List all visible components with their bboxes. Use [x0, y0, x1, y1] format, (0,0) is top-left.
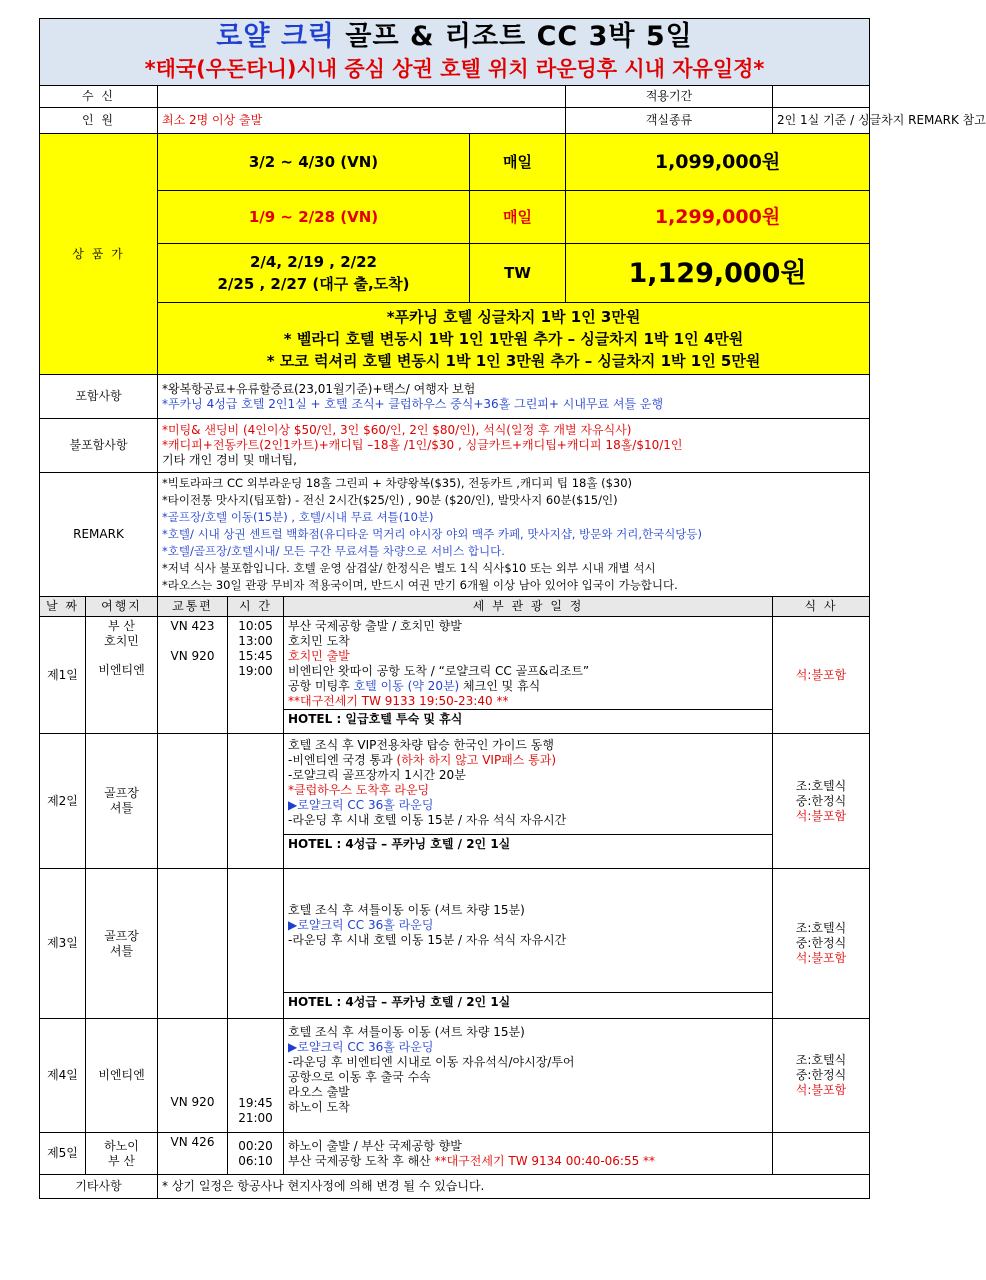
day-4-line-1: 호텔 조식 후 셔틀이동 이동 (셔트 차량 15분) [288, 1025, 525, 1039]
schedule-header [40, 597, 870, 617]
day-4-row [40, 1019, 870, 1133]
day-2-line-4: *클럽하우스 도착후 라운딩 [288, 783, 430, 797]
excluded-label: 불포함사항 [40, 419, 158, 473]
day-4-time-1: 19:45 [238, 1096, 273, 1110]
day-4-line-5: 라오스 출발 [288, 1085, 350, 1099]
remark-line-7: *라오스는 30일 관광 무비자 적용국이며, 반드시 여권 만기 6개월 이상 남아 있어야 입국이 가능합니다. [162, 578, 678, 592]
day-1-line-5a: 공항 미팅후 [288, 679, 354, 693]
day-4-meal-2: 중:한정식 [795, 1068, 847, 1082]
day-1-time-4: 19:00 [238, 664, 273, 678]
recipient-value [158, 86, 566, 108]
room-label: 객실종류 [566, 108, 773, 134]
day-2-place-2: 셔틀 [109, 801, 134, 815]
day-5-line-2a: 부산 국제공항 도착 후 해산 [288, 1153, 435, 1168]
day-4-line-3: -라운딩 후 비엔티엔 시내로 이동 자유석식/야시장/투어 [288, 1055, 575, 1069]
day-3-line-1: 호텔 조식 후 셔틀이동 이동 (셔트 차량 15분) [288, 903, 525, 917]
price-amount-2: 1,299,000원 [566, 191, 870, 244]
day-2-meal-2: 중:한정식 [795, 793, 847, 808]
room-value: 2인 1실 기준 / 싱글차지 REMARK 참고 [773, 108, 870, 134]
price-amount-1: 1,099,000원 [566, 134, 870, 191]
day-5-place-1: 하노이 [104, 1138, 139, 1153]
day-3-label: 제3일 [40, 869, 86, 1019]
day-5-row [40, 1133, 870, 1175]
price-days-2: 매일 [470, 191, 566, 244]
day-4-time-2: 21:00 [238, 1111, 273, 1125]
day-4-meal-1: 조:호텔식 [795, 1053, 847, 1067]
period-value [773, 86, 870, 108]
day-1-time-1: 10:05 [238, 619, 273, 633]
other-text: * 상기 일정은 항공사나 현지사정에 의해 변경 될 수 있습니다. [158, 1175, 870, 1199]
day-3-line-2: ▶로얄크릭 CC 36홀 라운딩 [288, 918, 434, 932]
included-label: 포함사항 [40, 375, 158, 419]
col-date: 날 짜 [40, 597, 86, 617]
day-5-line-1: 하노이 출발 / 부산 국제공항 향발 [288, 1138, 462, 1153]
col-meal: 식 사 [773, 597, 870, 617]
day-3-meal-3: 석:불포함 [795, 951, 847, 965]
other-label: 기타사항 [40, 1175, 158, 1199]
itinerary-sheet [39, 18, 986, 1199]
page-title [40, 20, 869, 54]
page-subtitle: *태국(우돈타니)시내 중심 상권 호텔 위치 라운딩후 시내 자유일정* [144, 57, 765, 81]
title-row [40, 19, 870, 86]
remark-line-2: *타이전통 맛사지(팁포함) - 전신 2시간($25/인) , 90분 ($20/인), 발맛사지 60분($15/인) [162, 493, 618, 507]
day-3-meal-2: 중:한정식 [795, 936, 847, 950]
day-2-hotel: HOTEL : 4성급 – 푸카닝 호텔 / 2인 1실 [284, 834, 772, 852]
excluded-line-3: 기타 개인 경비 및 매너팁, [162, 453, 297, 467]
remark-line-6: *저녁 식사 불포함입니다. 호텔 운영 삼겹살/ 한정식은 별도 1식 식사$10 또는 외부 시내 개별 석시 [162, 561, 656, 575]
day-1-meal: 석:불포함 [773, 617, 870, 734]
day-1-time-2: 13:00 [238, 634, 273, 648]
day-1-line-3: 호치민 출발 [288, 649, 350, 663]
day-1-line-4: 비엔티안 왓따이 공항 도착 / “로얄크릭 CC 골프&리조트” [288, 664, 590, 678]
day-5-time-1: 00:20 [238, 1138, 273, 1153]
day-1-row [40, 617, 870, 734]
people-label: 인 원 [40, 108, 158, 134]
remark-line-4: *호텔/ 시내 상권 센트럴 백화점(유디타운 먹거리 야시장 야외 맥주 카페, 맛사지샵, 방문와 거리,한국식당등) [162, 527, 703, 541]
remark-line-3: *골프장/호텔 이동(15분) , 호텔/시내 무료 셔틀(10분) [162, 510, 434, 524]
day-3-place-1: 골프장 [104, 928, 139, 943]
day-5-place-2: 부 산 [108, 1153, 135, 1168]
day-1-flight-2: VN 920 [170, 649, 215, 663]
day-1-line-5b: 호텔 이동 (약 20분) [353, 679, 460, 693]
price-dates-1: 3/2 ~ 4/30 (VN) [158, 134, 470, 191]
title-brand: 로얄 크릭 [216, 21, 336, 52]
col-place: 여행지 [86, 597, 158, 617]
single-charge-note-1: *푸카닝 호텔 싱글차지 1박 1인 3만원 [386, 307, 641, 326]
included-line-2: *푸카닝 4성급 호텔 2인1실 + 호텔 조식+ 클럽하우스 중식+36홀 그린피+ 시내무료 셔틀 운행 [162, 396, 664, 411]
day-1-hotel: HOTEL : 일급호텔 투숙 및 휴식 [284, 709, 772, 727]
price-days-3: TW [470, 244, 566, 303]
day-3-place-2: 셔틀 [109, 943, 134, 958]
day-2-label: 제2일 [40, 734, 86, 869]
price-amount-3: 1,129,000원 [566, 244, 870, 303]
day-2-meal-1: 조:호텔식 [795, 778, 847, 793]
price-dates-3a: 2/4, 2/19 , 2/22 [250, 253, 377, 271]
day-4-line-4: 공항으로 이동 후 출국 수속 [288, 1070, 431, 1084]
day-3-row [40, 869, 870, 1019]
day-4-meal-3: 석:불포함 [795, 1083, 847, 1097]
day-1-line-2: 호치민 도착 [288, 634, 350, 648]
day-1-place-1: 부 산 [108, 619, 135, 633]
day-4-line-2: ▶로얄크릭 CC 36홀 라운딩 [288, 1040, 434, 1054]
remark-label: REMARK [40, 473, 158, 597]
single-charge-note-2: * 벨라디 호텔 변동시 1박 1인 1만원 추가 – 싱글차지 1박 1인 4만원 [283, 329, 744, 348]
single-charge-note-3: * 모코 럭셔리 호텔 변동시 1박 1인 3만원 추가 – 싱글차지 1박 1인 5만원 [266, 351, 761, 370]
col-transport: 교통편 [158, 597, 228, 617]
day-2-line-2a: -비엔티엔 국경 통과 [288, 753, 397, 767]
day-4-line-6: 하노이 도착 [288, 1100, 350, 1114]
day-2-line-5: ▶로얄크릭 CC 36홀 라운딩 [288, 798, 434, 812]
price-days-1: 매일 [470, 134, 566, 191]
day-1-line-5c: 체크인 및 휴식 [459, 679, 541, 693]
remark-line-1: *빅토라파크 CC 외부라운딩 18홀 그린피 + 차량왕복($35), 전동카트 ,캐디피 팁 18홀 ($30) [162, 476, 633, 490]
remark-line-5: *호텔/골프장/호텔시내/ 모든 구간 무료셔틀 차량으로 서비스 합니다. [162, 544, 505, 558]
day-2-meal-3: 석:불포함 [795, 808, 847, 823]
day-5-flight-1: VN 426 [158, 1133, 228, 1175]
col-time: 시 간 [228, 597, 284, 617]
day-1-flight-1: VN 423 [170, 619, 215, 633]
period-label: 적용기간 [566, 86, 773, 108]
day-3-meal-1: 조:호텔식 [795, 921, 847, 935]
title-main: 골프 & 리조트 CC 3박 5일 [345, 21, 693, 52]
day-1-label: 제1일 [40, 617, 86, 734]
day-2-line-1: 호텔 조식 후 VIP전용차량 탑승 한국인 가이드 동행 [288, 738, 554, 752]
price-dates-3b: 2/25 , 2/27 (대구 출,도착) [217, 275, 410, 293]
people-value: 최소 2명 이상 출발 [158, 108, 566, 134]
day-4-label: 제4일 [40, 1019, 86, 1133]
excluded-line-2: *캐디피+전동카트(2인1카트)+캐디팁 –18홀 /1인/$30 , 싱글카트+캐디팁+캐디피 18홀/$10/1인 [162, 438, 683, 452]
day-3-hotel: HOTEL : 4성급 – 푸카닝 호텔 / 2인 1실 [284, 992, 772, 1010]
day-5-time-2: 06:10 [238, 1153, 273, 1168]
itinerary-table [39, 18, 986, 1199]
day-3-line-3: -라운딩 후 시내 호텔 이동 15분 / 자유 석식 자유시간 [288, 933, 567, 947]
day-4-place-1: 비엔티엔 [86, 1019, 158, 1133]
price-dates-2: 1/9 ~ 2/28 (VN) [158, 191, 470, 244]
day-4-flight-1: VN 920 [158, 1019, 228, 1133]
price-label: 상 품 가 [40, 134, 158, 375]
day-2-row [40, 734, 870, 869]
day-2-line-6: -라운딩 후 시내 호텔 이동 15분 / 자유 석식 자유시간 [288, 813, 567, 827]
excluded-line-1: *미팅& 샌딩비 (4인이상 $50/인, 3인 $60/인, 2인 $80/인), 석식(일정 후 개별 자유식사) [162, 423, 632, 437]
day-5-line-2b: **대구전세기 TW 9134 00:40-06:55 ** [434, 1153, 656, 1168]
day-1-line-6: **대구전세기 TW 9133 19:50-23:40 ** [288, 694, 509, 708]
day-5-label: 제5일 [40, 1133, 86, 1175]
included-line-1: *왕복항공료+유류할증료(23,01월기준)+택스/ 여행자 보험 [162, 381, 476, 396]
day-1-time-3: 15:45 [238, 649, 273, 663]
col-detail: 세 부 관 광 일 정 [284, 597, 773, 617]
day-1-place-2: 호치민 [104, 634, 139, 648]
day-1-place-3: 비엔티엔 [98, 663, 145, 677]
day-2-line-3: -로얄크릭 골프장까지 1시간 20분 [288, 768, 466, 782]
day-2-line-2b: (하차 하지 않고 VIP패스 통과) [396, 753, 557, 767]
day-1-line-1: 부산 국제공항 출발 / 호치민 향발 [288, 619, 462, 633]
recipient-label: 수 신 [40, 86, 158, 108]
day-2-place-1: 골프장 [104, 786, 139, 800]
